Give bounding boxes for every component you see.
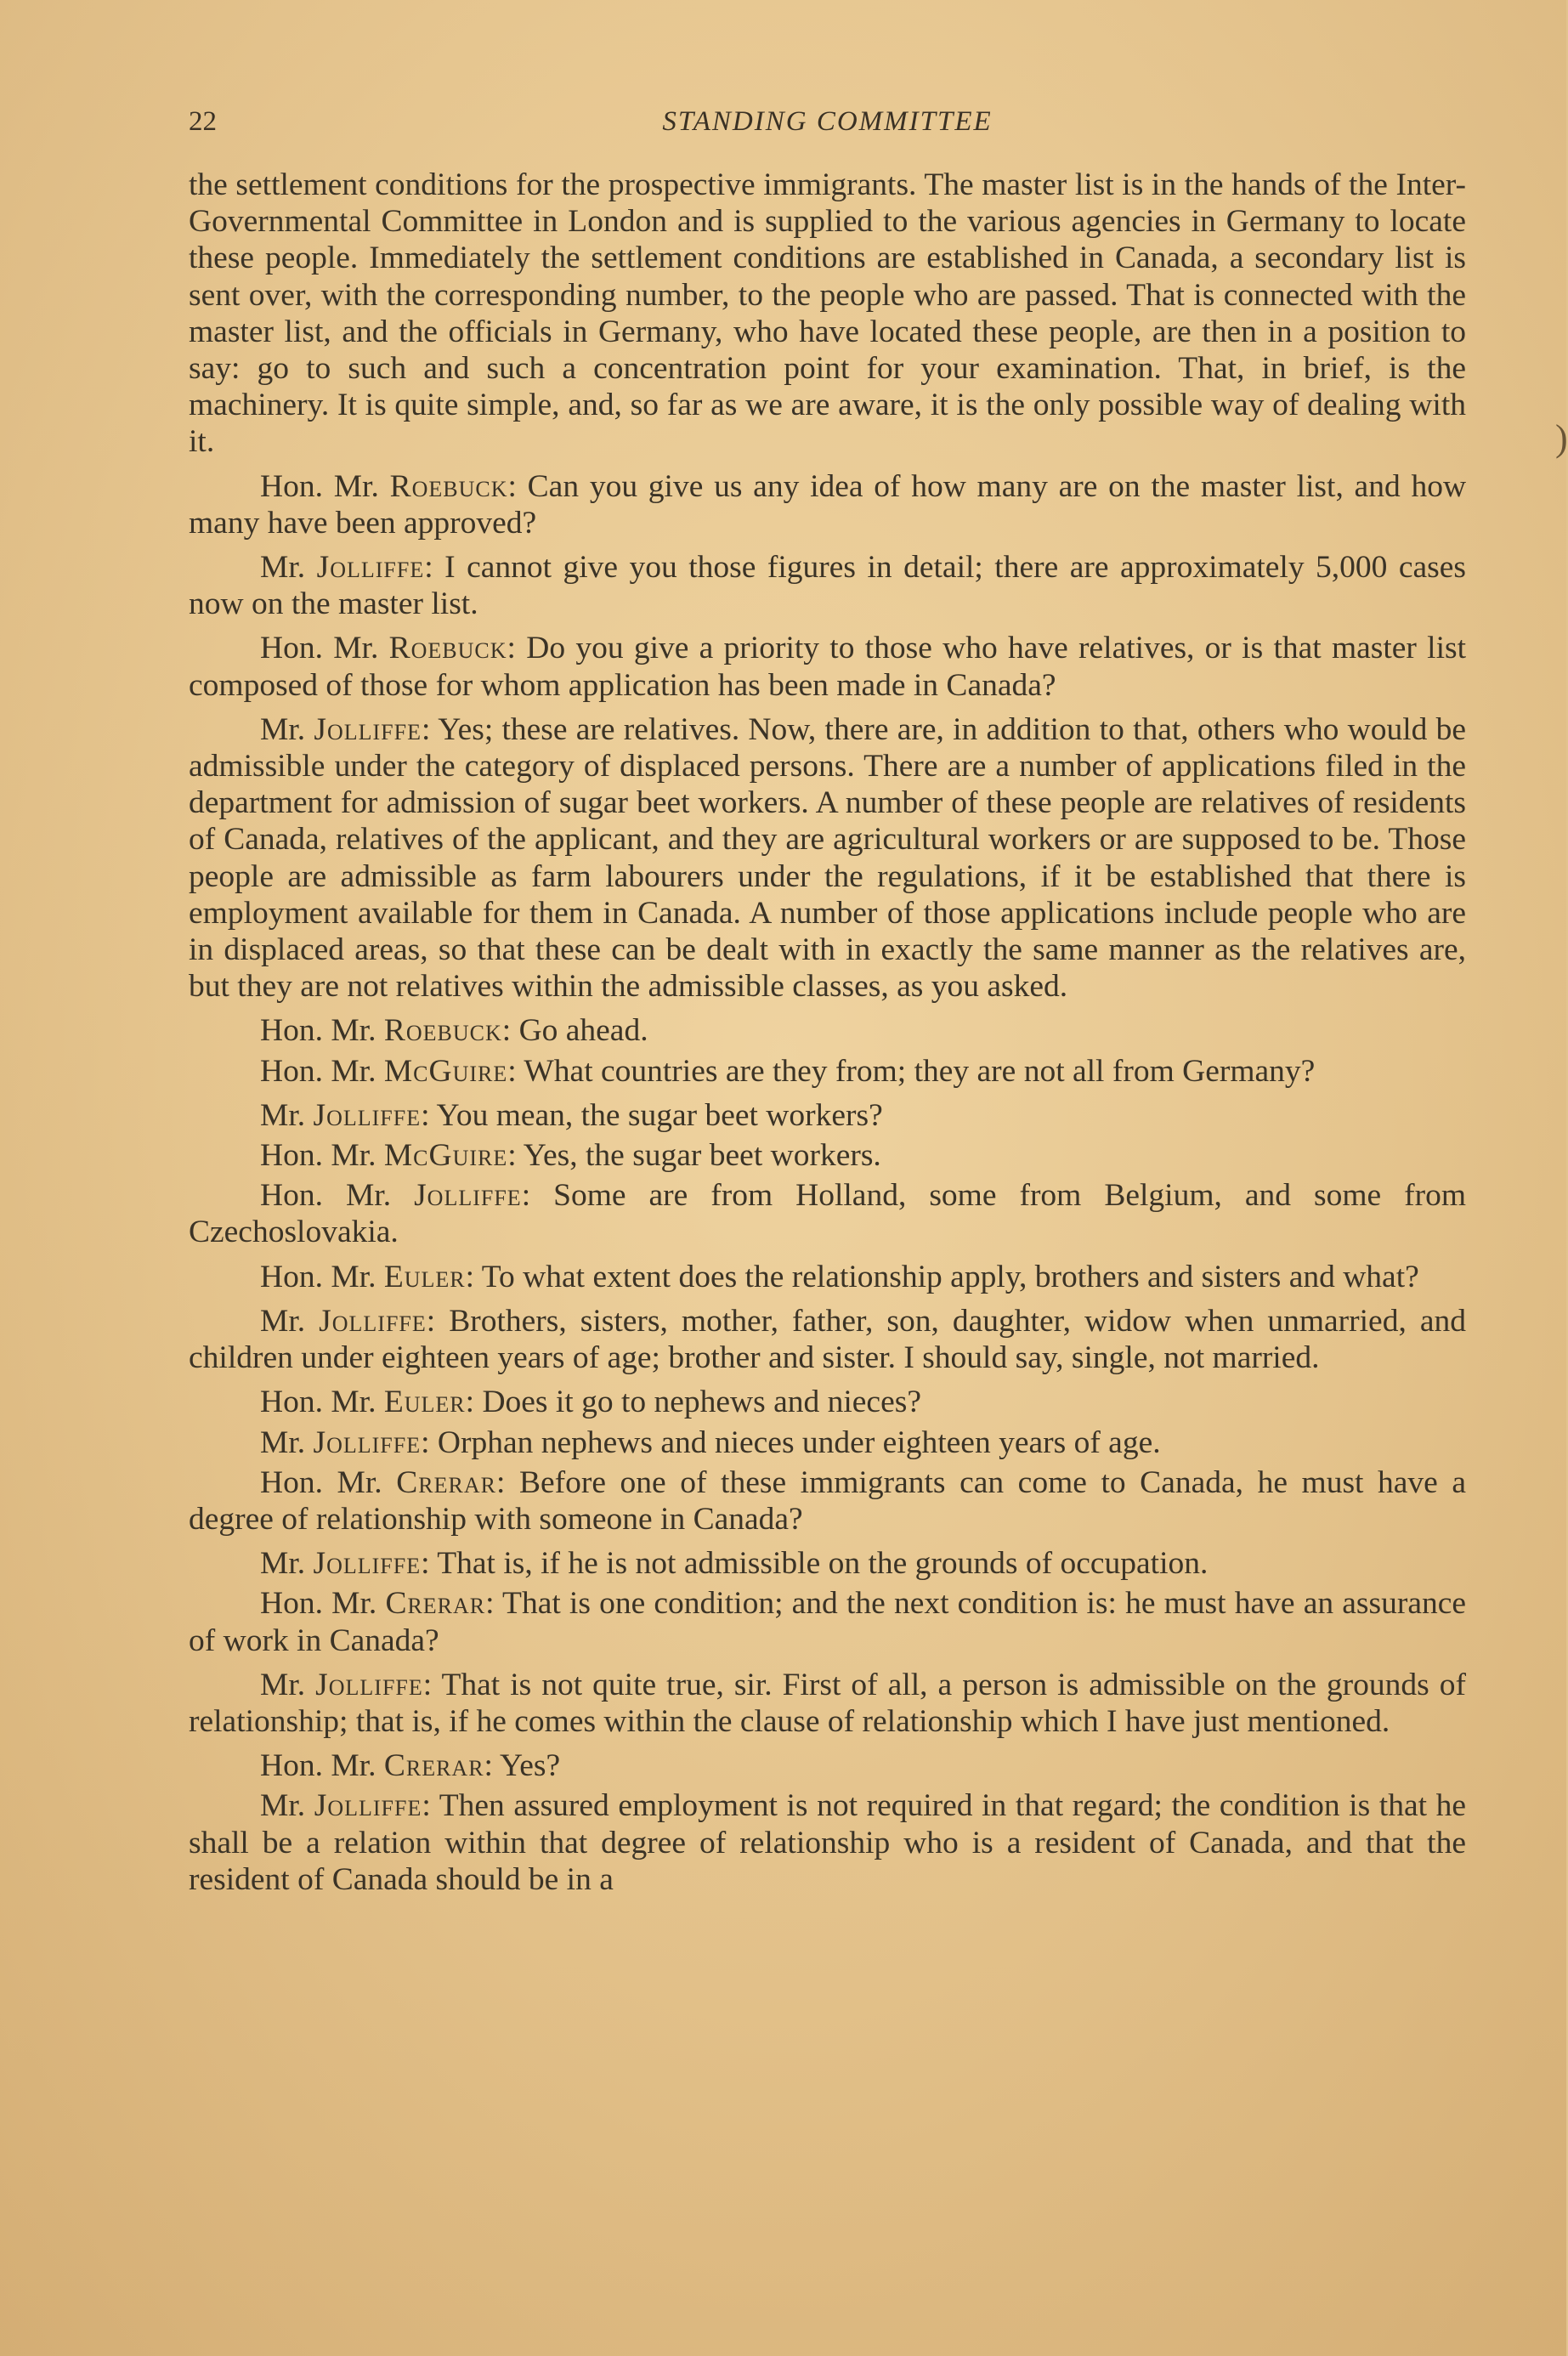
- speaker-name: Roebuck: [388, 631, 507, 666]
- exchange-paragraph-15: Mr. Jolliffe: That is, if he is not admissible on the grounds of occupation.: [260, 1546, 1209, 1582]
- speaker-name: Jolliffe: [313, 1424, 422, 1460]
- speaker-title: Hon. Mr.: [260, 1013, 376, 1049]
- speech-text: Brothers, sisters, mother, father, son, daughter, widow when unmarried, and children under eighteen years of age; brother and sister. I should say, single, not married.: [189, 1303, 1466, 1376]
- margin-bracket-mark: ): [1555, 417, 1568, 459]
- speech-text: That is one condition; and the next condition is: he must have an assurance of work in Canada?: [189, 1586, 1466, 1658]
- speech-text: Do you give a priority to those who have relatives, or is that master list composed of those for whom application has been made in Canada?: [189, 631, 1467, 703]
- speaker-name: Jolliffe: [316, 550, 425, 586]
- speaker-name: Jolliffe: [319, 1303, 427, 1339]
- speaker-title: Mr.: [260, 550, 306, 586]
- speech-text: Then assured employment is not required in that regard; the condition is that he shall be a relation within that degree of relationship who is a resident of Canada, and that the resident of Canada should be in a: [189, 1788, 1467, 1897]
- speaker-name: Euler: [383, 1259, 466, 1294]
- speaker-title: Hon. Mr.: [260, 1748, 376, 1784]
- exchange-paragraph-18: Hon. Mr. Crerar: Yes?: [260, 1748, 561, 1784]
- speaker-title: Hon. Mr.: [260, 1178, 392, 1214]
- speaker-title: Hon. Mr.: [260, 1053, 376, 1089]
- speaker-name: McGuire: [383, 1138, 508, 1174]
- speaker-title: Hon. Mr.: [260, 468, 379, 504]
- exchanges-list: [189, 468, 1466, 1898]
- speaker-title: Mr.: [260, 1303, 306, 1339]
- exchange-paragraph-3: Hon. Mr. Roebuck: Do you give a priority to those who have relatives, or is that master list composed of those for whom application has been made in Canada?: [189, 631, 1467, 703]
- exchange-paragraph-4: Mr. Jolliffe: Yes; these are relatives. Now, there are, in addition to that, others who would be admissible under the category of displaced persons. There are a number of applications filed in the department for admission of sugar beet workers. A number of these people are relatives of residents of Canada, relatives of the applicant, and they are agricultural workers or are supposed to be. Those people are admissible as farm labourers under the regulations, if it be established that there is employment available for them in Canada. A number of those applications include people who are in displaced areas, so that these can be dealt with in exactly the same manner as the relatives are, but they are not relatives within the admissible classes, as you asked.: [189, 711, 1467, 1005]
- speaker-title: Mr.: [260, 1097, 306, 1133]
- speaker-name: Jolliffe: [314, 1788, 422, 1824]
- exchange-paragraph-8: Hon. Mr. McGuire: Yes, the sugar beet workers.: [260, 1138, 881, 1174]
- speaker-name: Jolliffe: [414, 1178, 522, 1214]
- exchange-paragraph-11: Mr. Jolliffe: Brothers, sisters, mother, father, son, daughter, widow when unmarried, and children under eighteen years of age; brother and sister. I should say, single, not married.: [189, 1303, 1466, 1376]
- speech-text: Some are from Holland, some from Belgium, and some from Czechoslovakia.: [189, 1178, 1467, 1250]
- page-number: 22: [189, 106, 217, 137]
- speech-text: Can you give us any idea of how many are on the master list, and how many have been approved?: [189, 468, 1467, 541]
- speaker-name: Roebuck: [389, 468, 508, 504]
- exchange-paragraph-17: Mr. Jolliffe: That is not quite true, sir. First of all, a person is admissible on the grounds of relationship; that is, if he comes within the clause of relationship which I have just mentioned.: [189, 1667, 1466, 1739]
- speech-text: That is, if he is not admissible on the grounds of occupation.: [437, 1546, 1209, 1582]
- exchange-paragraph-5: Hon. Mr. Roebuck: Go ahead.: [260, 1013, 648, 1049]
- speaker-title: Mr.: [260, 1424, 306, 1460]
- page-header: [189, 96, 1466, 147]
- speaker-title: Hon. Mr.: [260, 1259, 376, 1294]
- speaker-title: Hon. Mr.: [260, 1385, 376, 1420]
- speaker-name: Crerar: [396, 1464, 496, 1500]
- speech-text: Yes?: [499, 1748, 561, 1784]
- speech-text: Go ahead.: [518, 1013, 648, 1049]
- speaker-name: Jolliffe: [313, 1546, 422, 1582]
- speech-text: What countries are they from; they are not all from Germany?: [524, 1053, 1316, 1089]
- speaker-title: Hon. Mr.: [260, 1586, 377, 1622]
- speaker-title: Mr.: [260, 1546, 306, 1582]
- exchange-paragraph-19: Mr. Jolliffe: Then assured employment is not required in that regard; the condition is that he shall be a relation within that degree of relationship who is a resident of Canada, and that the resident of Canada should be in a: [189, 1788, 1467, 1897]
- speech-text: Does it go to nephews and nieces?: [482, 1385, 921, 1420]
- exchange-paragraph-7: Mr. Jolliffe: You mean, the sugar beet workers?: [260, 1097, 883, 1133]
- speaker-name: McGuire: [383, 1053, 508, 1089]
- exchange-paragraph-2: Mr. Jolliffe: I cannot give you those figures in detail; there are approximately 5,000 cases now on the master list.: [189, 550, 1467, 622]
- exchange-paragraph-13: Mr. Jolliffe: Orphan nephews and nieces under eighteen years of age.: [260, 1424, 1161, 1460]
- speaker-name: Euler: [383, 1385, 466, 1420]
- speech-text: I cannot give you those figures in detail; there are approximately 5,000 cases now on the master list.: [189, 550, 1467, 622]
- exchange-paragraph-1: Hon. Mr. Roebuck: Can you give us any idea of how many are on the master list, and how many have been approved?: [189, 468, 1467, 541]
- speech-text: Yes, the sugar beet workers.: [523, 1138, 881, 1174]
- speaker-title: Hon. Mr.: [260, 1464, 382, 1500]
- exchange-paragraph-12: Hon. Mr. Euler: Does it go to nephews and nieces?: [260, 1385, 921, 1420]
- speech-text: Orphan nephews and nieces under eighteen years of age.: [437, 1424, 1161, 1460]
- exchange-paragraph-14: Hon. Mr. Crerar: Before one of these immigrants can come to Canada, he must have a degree of relationship with someone in Canada?: [189, 1464, 1467, 1537]
- exchange-paragraph-6: Hon. Mr. McGuire: What countries are they from; they are not all from Germany?: [260, 1053, 1316, 1089]
- speaker-name: Crerar: [383, 1748, 484, 1784]
- speech-text: Yes; these are relatives. Now, there are, in addition to that, others who would be admissible under the category of displaced persons. There are a number of applications filed in the department for admission of sugar beet workers. A number of these people are relatives of residents of Canada, relatives of the applicant, and they are agricultural workers or are supposed to be. Those people are admissible as farm labourers under the regulations, if it be established that there is employment available for them in Canada. A number of those applications include people who are in displaced areas, so that these can be dealt with in exactly the same manner as the relatives are, but they are not relatives within the admissible classes, as you asked.: [189, 711, 1467, 1005]
- speaker-title: Hon. Mr.: [260, 1138, 376, 1174]
- speaker-title: Mr.: [260, 1788, 306, 1824]
- speaker-title: Hon. Mr.: [260, 631, 379, 666]
- speaker-name: Jolliffe: [314, 711, 422, 747]
- speech-text: Before one of these immigrants can come to Canada, he must have a degree of relationship with someone in Canada?: [189, 1464, 1467, 1537]
- speaker-title: Mr.: [260, 711, 306, 747]
- speech-text: That is not quite true, sir. First of all, a person is admissible on the grounds of relationship; that is, if he comes within the clause of relationship which I have just mentioned.: [189, 1667, 1466, 1739]
- exchange-paragraph-16: Hon. Mr. Crerar: That is one condition; and the next condition is: he must have an assurance of work in Canada?: [189, 1586, 1466, 1658]
- speaker-title: Mr.: [260, 1667, 306, 1702]
- speaker-name: Roebuck: [383, 1013, 502, 1049]
- exchange-paragraph-9: Hon. Mr. Jolliffe: Some are from Holland, some from Belgium, and some from Czechoslovakia.: [189, 1178, 1467, 1250]
- speech-text: To what extent does the relationship apply, brothers and sisters and what?: [481, 1259, 1419, 1294]
- speech-text: You mean, the sugar beet workers?: [436, 1097, 883, 1133]
- body-text: [189, 167, 1466, 1906]
- running-title: STANDING COMMITTEE: [662, 106, 993, 137]
- exchange-paragraph-10: Hon. Mr. Euler: To what extent does the relationship apply, brothers and sisters and what?: [260, 1259, 1419, 1294]
- opening-paragraph: the settlement conditions for the prospective immigrants. The master list is in the hands of the Inter-Governmental Committee in London and is supplied to the various agencies in Germany to locate these people. Immediately the settlement conditions are established in Canada, a secondary list is sent over, with the corresponding number, to the people who are passed. That is connected with the master list, and the officials in Germany, who have located these people, are then in a position to say: go to such and such a concentration point for your examination. That, in brief, is the machinery. It is quite simple, and, so far as we are aware, it is the only possible way of dealing with it.: [189, 167, 1466, 460]
- speaker-name: Jolliffe: [315, 1667, 423, 1702]
- speaker-name: Crerar: [385, 1586, 486, 1622]
- speaker-name: Jolliffe: [313, 1097, 422, 1133]
